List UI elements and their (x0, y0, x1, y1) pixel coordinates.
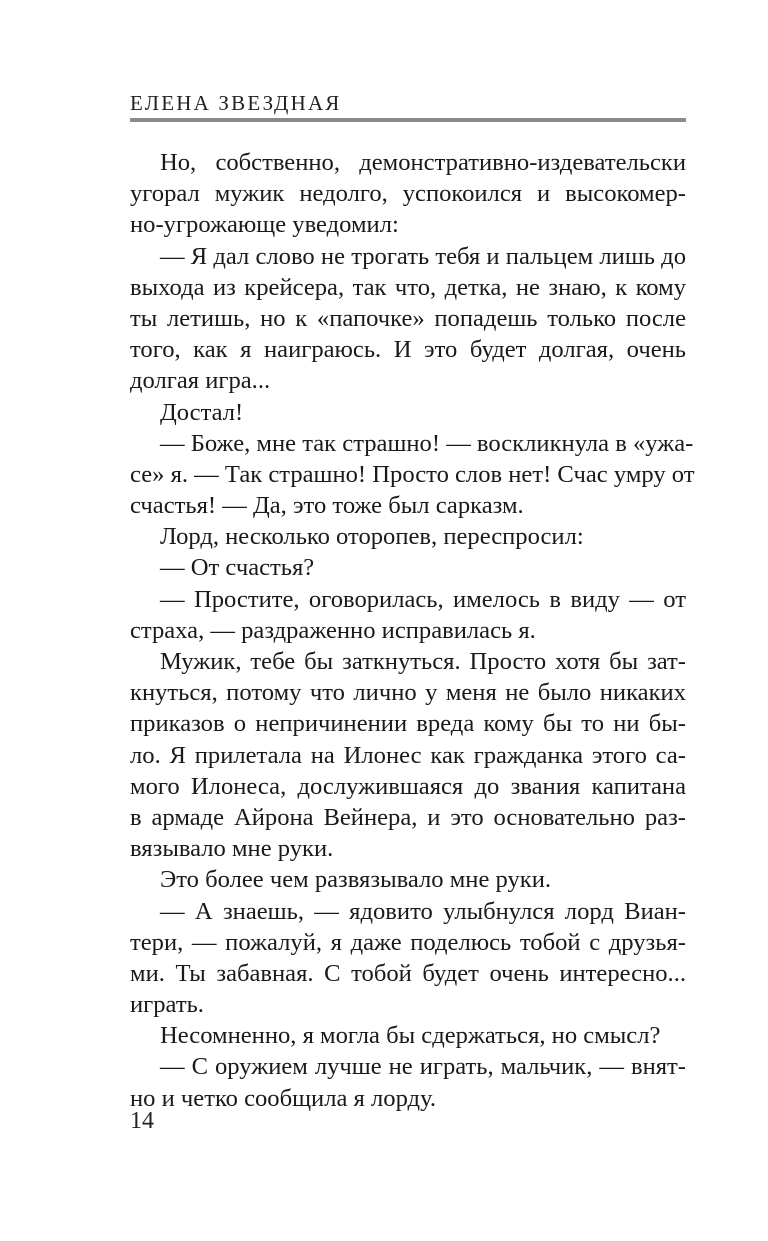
text-line: кнуться, потому что лично у меня не было никаких (130, 679, 686, 707)
text-line: в армаде Айрона Вейнера, и это основательно раз- (130, 803, 686, 831)
text-line: ми. Ты забавная. С тобой будет очень интересно... (130, 959, 686, 987)
text-line: того, как я наиграюсь. И это будет долгая, очень (130, 336, 686, 364)
text-line: вязывало мне руки. (130, 835, 334, 863)
text-line: Лорд, несколько оторопев, переспросил: (160, 523, 584, 551)
text-line: выхода из крейсера, так что, детка, не знаю, к кому (130, 273, 686, 301)
text-line: — С оружием лучше не играть, мальчик, — внят- (160, 1053, 686, 1081)
running-head-author: ЕЛЕНА ЗВЕЗДНАЯ (130, 91, 342, 115)
text-line: счастья! — Да, это тоже был сарказм. (130, 492, 524, 520)
text-line: Мужик, тебе бы заткнуться. Просто хотя бы зат- (160, 648, 686, 675)
text-line: — Боже, мне так страшно! — воскликнула в «ужа- (160, 429, 694, 457)
text-line: — А знаешь, — ядовито улыбнулся лорд Виан- (160, 897, 686, 925)
text-line: Достал! (160, 398, 244, 426)
text-line: ты летишь, но к «папочке» попадешь только после (130, 304, 686, 332)
text-line: Но, собственно, демонстративно-издевательски (160, 149, 686, 176)
text-line: Это более чем развязывало мне руки. (160, 866, 552, 894)
text-line: угорал мужик недолго, успокоился и высокомер- (130, 180, 686, 208)
text-line: се» я. — Так страшно! Просто слов нет! Счас умру от (130, 460, 695, 488)
text-line: но и четко сообщила я лорду. (130, 1084, 437, 1112)
text-line: долгая игра... (130, 367, 271, 395)
text-line: тери, — пожалуй, я даже поделюсь тобой с друзья- (130, 928, 686, 956)
text-line: — От счастья? (160, 554, 315, 582)
text-line: Несомненно, я могла бы сдержаться, но смысл? (160, 1022, 661, 1050)
text-line: но-угрожающе уведомил: (130, 211, 399, 239)
text-line: играть. (130, 991, 204, 1019)
text-line: мого Илонеса, дослужившаяся до звания капитана (130, 772, 686, 800)
header-rule (130, 118, 686, 122)
body-text (130, 147, 695, 1114)
text-line: ло. Я прилетала на Илонес как гражданка этого са- (130, 741, 686, 769)
text-line: — Я дал слово не трогать тебя и пальцем лишь до (160, 242, 686, 270)
text-line: приказов о непричинении вреда кому бы то ни бы- (130, 710, 686, 738)
page-number: 14 (130, 1108, 154, 1134)
text-line: страха, — раздраженно исправилась я. (130, 616, 536, 644)
text-line: — Простите, оговорилась, имелось в виду — от (160, 585, 686, 613)
